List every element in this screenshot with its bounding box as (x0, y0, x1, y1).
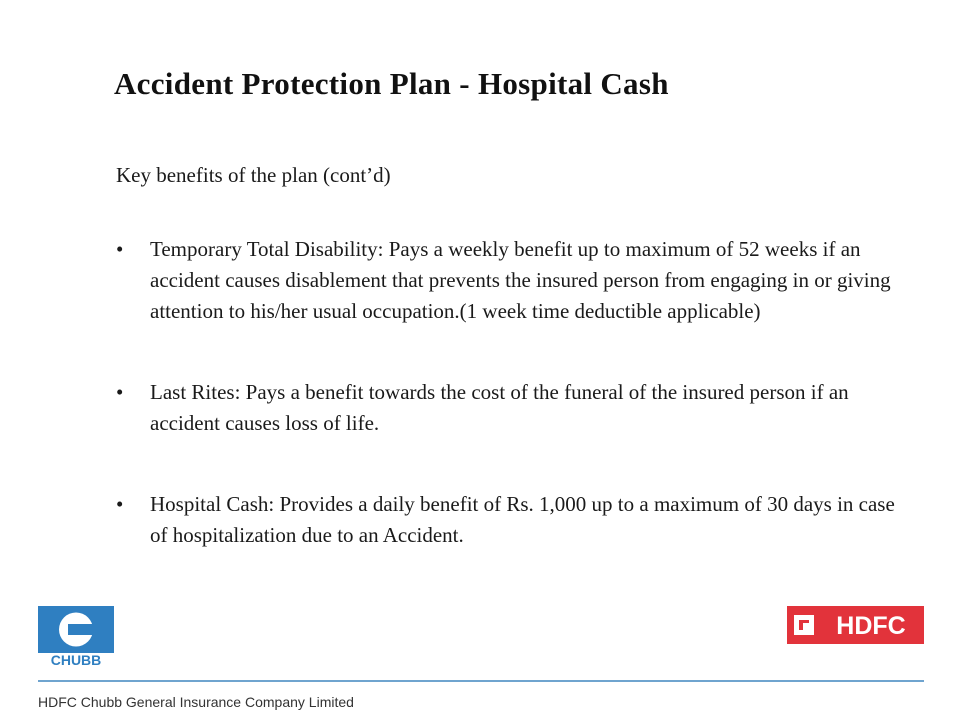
benefit-text: Last Rites: Pays a benefit towards the cost of the funeral of the insured person if an accident causes loss of life. (150, 380, 849, 435)
benefits-list (116, 234, 916, 601)
bullet-icon: • (116, 492, 124, 516)
bullet-icon: • (116, 380, 124, 404)
footer-divider (38, 680, 924, 682)
benefit-item-temporary-total-disability (116, 234, 916, 327)
bullet-icon: • (116, 237, 124, 261)
hdfc-logo (787, 606, 924, 644)
benefit-item-last-rites (116, 377, 916, 439)
benefit-text: Temporary Total Disability: Pays a weekly benefit up to maximum of 52 weeks if an accident causes disablement that prevents the insured person from engaging in or giving attention to his/her usual occupation.(1 week time deductible applicable) (150, 237, 891, 323)
benefit-text: Hospital Cash: Provides a daily benefit of Rs. 1,000 up to a maximum of 30 days in case of hospitalization due to an Accident. (150, 492, 895, 547)
slide-title: Accident Protection Plan - Hospital Cash (114, 66, 669, 101)
footer-company-name: HDFC Chubb General Insurance Company Limited (38, 694, 354, 710)
slide-subtitle: Key benefits of the plan (cont’d) (116, 163, 391, 187)
chubb-logo (38, 606, 114, 668)
benefit-item-hospital-cash (116, 489, 916, 551)
hdfc-logo-text: HDFC (836, 612, 906, 640)
chubb-logo-text: CHUBB (50, 652, 102, 668)
